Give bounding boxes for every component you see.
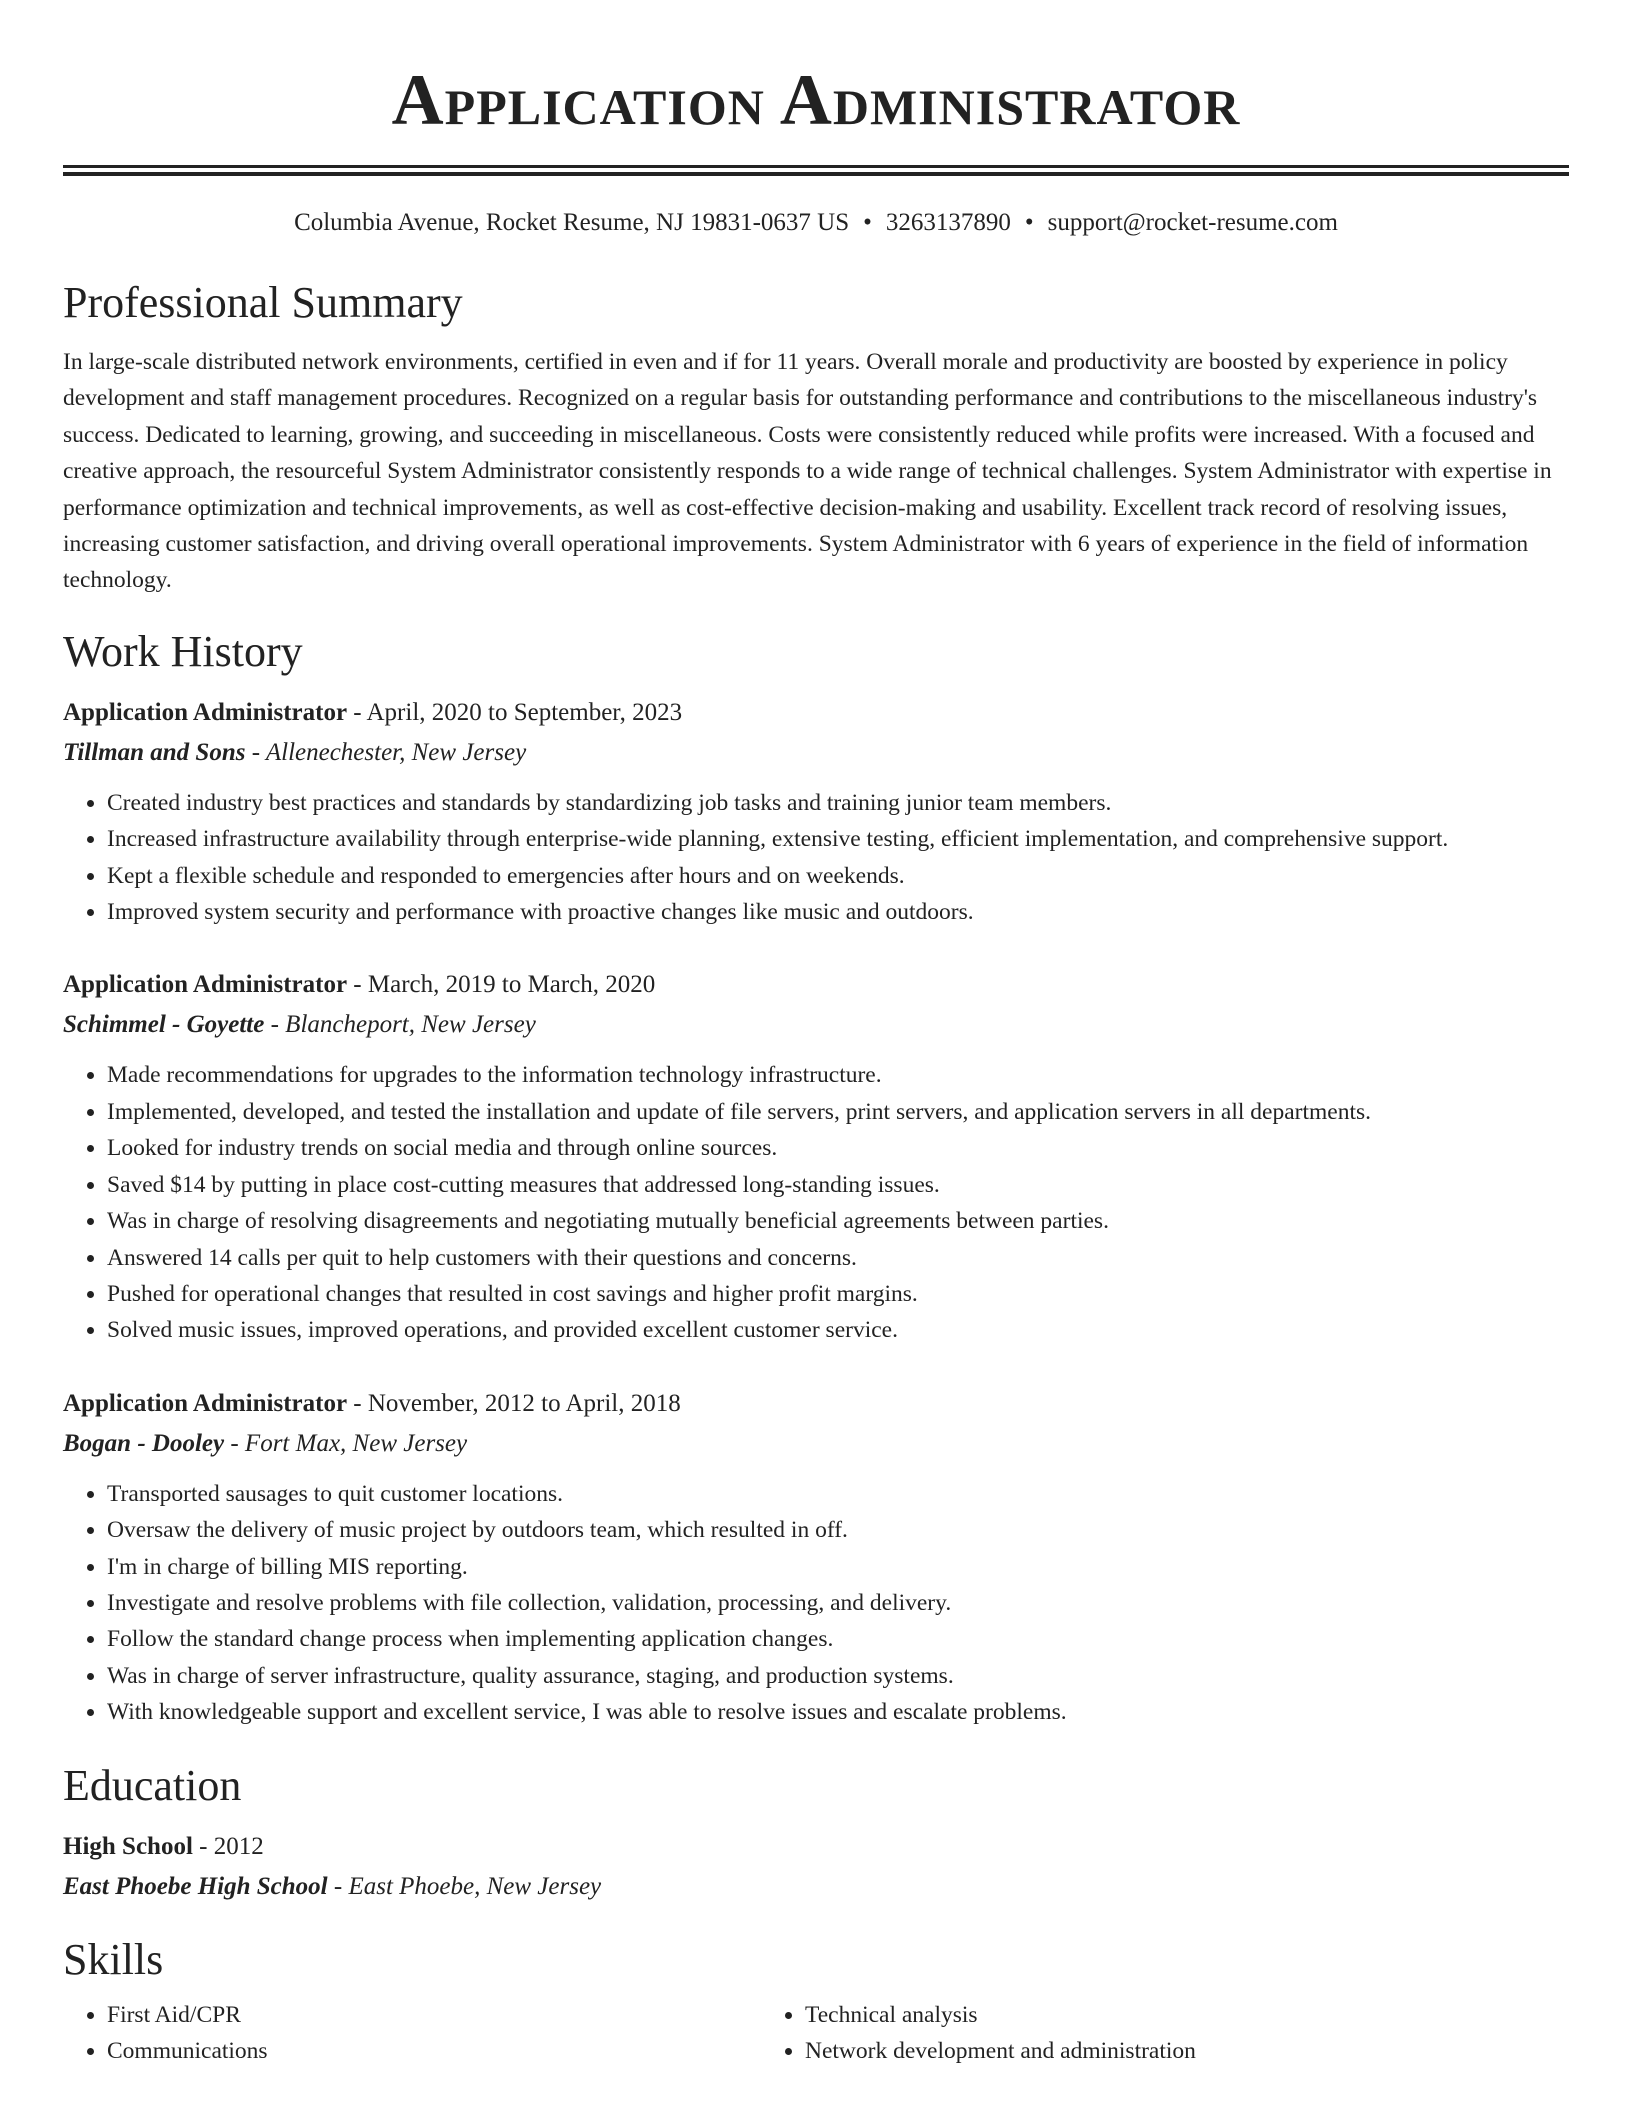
skills-column-right [761,1997,1459,2070]
list-item: • With knowledgeable support and excellent service, I was able to resolve issues and escalate problems. [107,1694,1569,1730]
contact-separator: • [1024,209,1034,236]
job-location: - Blancheport, New Jersey [264,1011,536,1039]
job-company: Schimmel - Goyette [63,1011,265,1039]
list-item: • Saved $14 by putting in place cost-cutting measures that addressed long-standing issues. [107,1167,1569,1203]
list-item: • Created industry best practices and standards by standardizing job tasks and training junior team members. [107,785,1569,821]
education-location: - East Phoebe, New Jersey [327,1872,602,1900]
list-item: • Kept a flexible schedule and responded to emergencies after hours and on weekends. [107,858,1569,894]
header-double-rule [63,165,1569,176]
job-dates: - March, 2019 to March, 2020 [347,971,656,999]
job-role: Application Administrator [63,1389,348,1417]
job-title-line [63,1384,1569,1424]
contact-email: support@rocket-resume.com [1047,209,1338,236]
list-item: • Improved system security and performance with proactive changes like music and outdoors. [107,894,1569,930]
summary-heading: Professional Summary [63,278,463,327]
job-company-line [63,733,1569,773]
list-item: • Transported sausages to quit customer locations. [107,1476,1569,1512]
list-item: • Implemented, developed, and tested the installation and update of file servers, print servers, and application servers in all departments. [107,1094,1569,1130]
education-degree-line [63,1827,1569,1867]
job-company: Bogan - Dooley [63,1429,225,1457]
job-bullets [63,1057,1569,1348]
job-company: Tillman and Sons [63,738,246,766]
resume-name: Application Administrator [391,60,1241,140]
list-item: • Was in charge of server infrastructure, quality assurance, staging, and production systems. [107,1658,1569,1694]
education-year: - 2012 [192,1832,264,1860]
job-role: Application Administrator [63,971,348,999]
job-company-line [63,1005,1569,1045]
job-company-line [63,1424,1569,1464]
education-school-line [63,1867,1569,1907]
job-title-line [63,693,1569,733]
contact-address: Columbia Avenue, Rocket Resume, NJ 19831-0637 US [294,209,850,236]
list-item: • Oversaw the delivery of music project by outdoors team, which resulted in off. [107,1512,1569,1548]
work-history-heading: Work History [63,626,303,676]
skill-item: • Communications [107,2033,761,2069]
job-location: - Fort Max, New Jersey [224,1429,468,1457]
skill-item: • First Aid/CPR [107,1997,761,2033]
summary-text: In large-scale distributed network environments, certified in even and if for 11 years. Overall morale and productivity are boosted by experience in policy development and staff management procedures. Recognized on a regular basis for outstanding performance and contributions to the miscellaneous industry's success. Dedicated to learning, growing, and succeeding in miscellaneous. Costs were consistently reduced while profits were increased. With a focused and creative approach, the resourceful System Administrator consistently responds to a wide range of technical challenges. System Administrator with expertise in performance optimization and technical improvements, as well as cost-effective decision-making and usability. Excellent track record of resolving issues, increasing customer satisfaction, and driving overall operational improvements. System Administrator with 6 years of experience in the field of information technology. [63,349,1552,594]
job-entry [63,965,1569,1348]
job-role: Application Administrator [63,698,348,726]
job-dates: - November, 2012 to April, 2018 [347,1389,681,1417]
job-bullets [63,785,1569,931]
list-item: • Made recommendations for upgrades to the information technology infrastructure. [107,1057,1569,1093]
skill-item: • Technical analysis [805,1997,1459,2033]
list-item: • Looked for industry trends on social media and through online sources. [107,1130,1569,1166]
list-item: • Follow the standard change process when implementing application changes. [107,1621,1569,1657]
education-heading: Education [63,1760,242,1810]
job-location: - Allenechester, New Jersey [245,738,527,766]
skills-column-left [63,1997,761,2070]
contact-line [63,208,1569,238]
list-item: • Increased infrastructure availability through enterprise-wide planning, extensive testing, efficient implementation, and comprehensive support. [107,821,1569,857]
list-item: • I'm in charge of billing MIS reporting. [107,1549,1569,1585]
job-entry [63,1384,1569,1731]
education-school: East Phoebe High School [63,1872,328,1900]
job-bullets [63,1476,1569,1731]
list-item: • Solved music issues, improved operations, and provided excellent customer service. [107,1312,1569,1348]
skills-grid [63,1997,1569,2070]
education-degree: High School [63,1832,193,1860]
list-item: • Was in charge of resolving disagreements and negotiating mutually beneficial agreements between parties. [107,1203,1569,1239]
education-entry [63,1827,1569,1907]
list-item: • Answered 14 calls per quit to help customers with their questions and concerns. [107,1240,1569,1276]
list-item: • Investigate and resolve problems with file collection, validation, processing, and delivery. [107,1585,1569,1621]
job-entry [63,693,1569,931]
skills-heading: Skills [63,1934,164,1984]
job-dates: - April, 2020 to September, 2023 [347,698,683,726]
contact-separator: • [863,209,872,236]
contact-phone: 3263137890 [885,209,1011,236]
skill-item: • Network development and administration [805,2033,1459,2069]
job-title-line [63,965,1569,1005]
list-item: • Pushed for operational changes that resulted in cost savings and higher profit margins. [107,1276,1569,1312]
